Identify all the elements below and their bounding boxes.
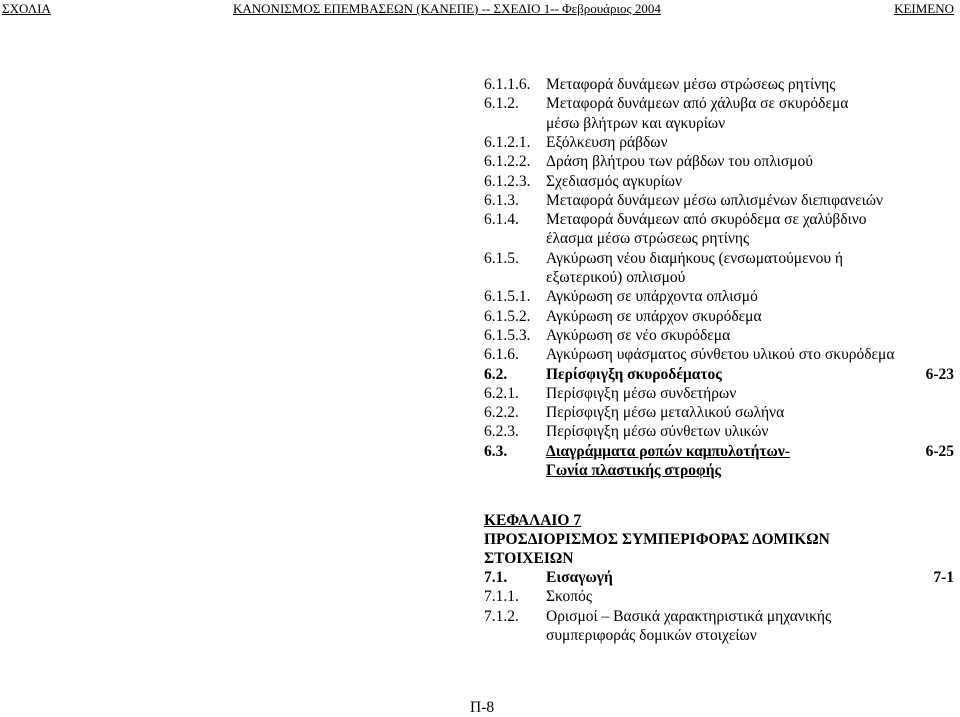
toc-entry-text: Αγκύρωση υφάσματος σύνθετου υλικού στο σκυρόδεμα [546, 346, 895, 364]
toc-entry-text: Εξόλκευση ράβδων [546, 133, 668, 151]
header-center: ΚΑΝΟΝΙΣΜΟΣ ΕΠΕΜΒΑΣΕΩΝ (ΚΑΝΕΠΕ) -- ΣΧΕΔΙΟ 1-- Φεβρουάριος 2004 [233, 1, 661, 16]
toc-entry-text: Ορισμοί – Βασικά χαρακτηριστικά μηχανικής [546, 607, 832, 625]
toc-entry-text: μέσω βλήτρων και αγκυρίων [546, 114, 726, 132]
toc-entry-number: 6.2. [484, 365, 508, 383]
toc-entry-text: Γωνία πλαστικής στροφής [546, 461, 722, 479]
page-number: Π-8 [470, 699, 495, 716]
toc-entry-text: Αγκύρωση σε νέο σκυρόδεμα [546, 326, 731, 344]
toc-entry-number: 6.1.1.6. [484, 76, 531, 93]
toc-entry-number: 6.1.6. [484, 346, 519, 364]
chapter-subtitle-1: ΠΡΟΣΔΙΟΡΙΣΜΟΣ ΣΥΜΠΕΡΙΦΟΡΑΣ ΔΟΜΙΚΩΝ [484, 531, 830, 548]
toc-entry-text: Περίσφιγξη μέσω μεταλλικού σωλήνα [546, 404, 785, 422]
toc-entry-text: συμπεριφοράς δομικών στοιχείων [546, 626, 757, 644]
toc-entry-page: 6-25 [925, 442, 954, 460]
toc-entry-number: 7.1. [484, 569, 508, 586]
toc-entry-text: Μεταφορά δυνάμεων μέσω ωπλισμένων διεπιφανειών [546, 191, 884, 209]
toc-entry-number: 6.1.2.3. [484, 172, 531, 190]
toc-entry-number: 7.1.2. [484, 607, 519, 625]
toc-entry-number: 6.1.5.3. [484, 326, 531, 344]
toc-entry-text: Μεταφορά δυνάμεων από σκυρόδεμα σε χαλύβδινο [546, 211, 867, 229]
toc-entry-number: 6.1.5.2. [484, 307, 531, 325]
toc-entry-text: Δράση βλήτρου των ράβδων του οπλισμού [546, 153, 813, 171]
toc-entry-number: 6.1.3. [484, 191, 519, 209]
toc-entry-text: Περίσφιγξη μέσω σύνθετων υλικών [546, 423, 769, 441]
toc-entry-number: 6.3. [484, 442, 508, 460]
toc-entry-number: 6.1.2. [484, 95, 519, 113]
toc-entry-text: Αγκύρωση νέου διαμήκους (ενσωματούμενου ή [546, 249, 844, 267]
toc-entry-text: Μεταφορά δυνάμεων από χάλυβα σε σκυρόδεμα [546, 95, 849, 113]
header-left: ΣΧΟΛΙΑ [2, 1, 51, 16]
toc-entry-page: 6-23 [925, 365, 954, 383]
toc-entry-number: 6.2.1. [484, 384, 519, 402]
toc-entry-number: 7.1.1. [484, 588, 519, 606]
toc-entry-text: Περίσφιγξη μέσω συνδετήρων [546, 384, 737, 402]
chapter-subtitle-2: ΣΤΟΙΧΕΙΩΝ [484, 550, 574, 567]
toc-entry-number: 6.1.2.2. [484, 153, 531, 171]
toc-entry-text: Σχεδιασμός αγκυρίων [546, 172, 683, 190]
toc-entry-number: 6.2.3. [484, 423, 519, 441]
toc-entry-number: 6.1.4. [484, 211, 519, 229]
toc-entry-text: Περίσφιγξη σκυροδέματος [546, 365, 722, 383]
toc-entry-number: 6.2.2. [484, 404, 519, 422]
toc-entry-text: Διαγράμματα ροπών καμπυλοτήτων- [546, 442, 790, 460]
toc-entry-number: 6.1.2.1. [484, 133, 531, 151]
chapter-heading: ΚΕΦΑΛΑΙΟ 7 [484, 512, 582, 529]
toc-entry-number: 6.1.5. [484, 249, 519, 267]
chapter-title [484, 511, 954, 530]
toc-entry-text: εξωτερικού) οπλισμού [546, 268, 686, 286]
toc-entry-text: Εισαγωγή [546, 569, 613, 586]
toc-entry-text: Αγκύρωση σε υπάρχον σκυρόδεμα [546, 307, 762, 325]
toc-entry-page: 7-1 [933, 569, 954, 586]
toc-entry-number: 6.1.5.1. [484, 288, 531, 306]
toc-entry-text: Σκοπός [546, 588, 592, 606]
toc-entry-text: έλασμα μέσω στρώσεως ρητίνης [546, 230, 750, 248]
toc-entry-text: Αγκύρωση σε υπάρχοντα οπλισμό [546, 288, 758, 306]
toc-entry-text: Μεταφορά δυνάμεων μέσω στρώσεως ρητίνης [546, 76, 836, 93]
header-right: ΚΕΙΜΕΝΟ [894, 1, 954, 16]
